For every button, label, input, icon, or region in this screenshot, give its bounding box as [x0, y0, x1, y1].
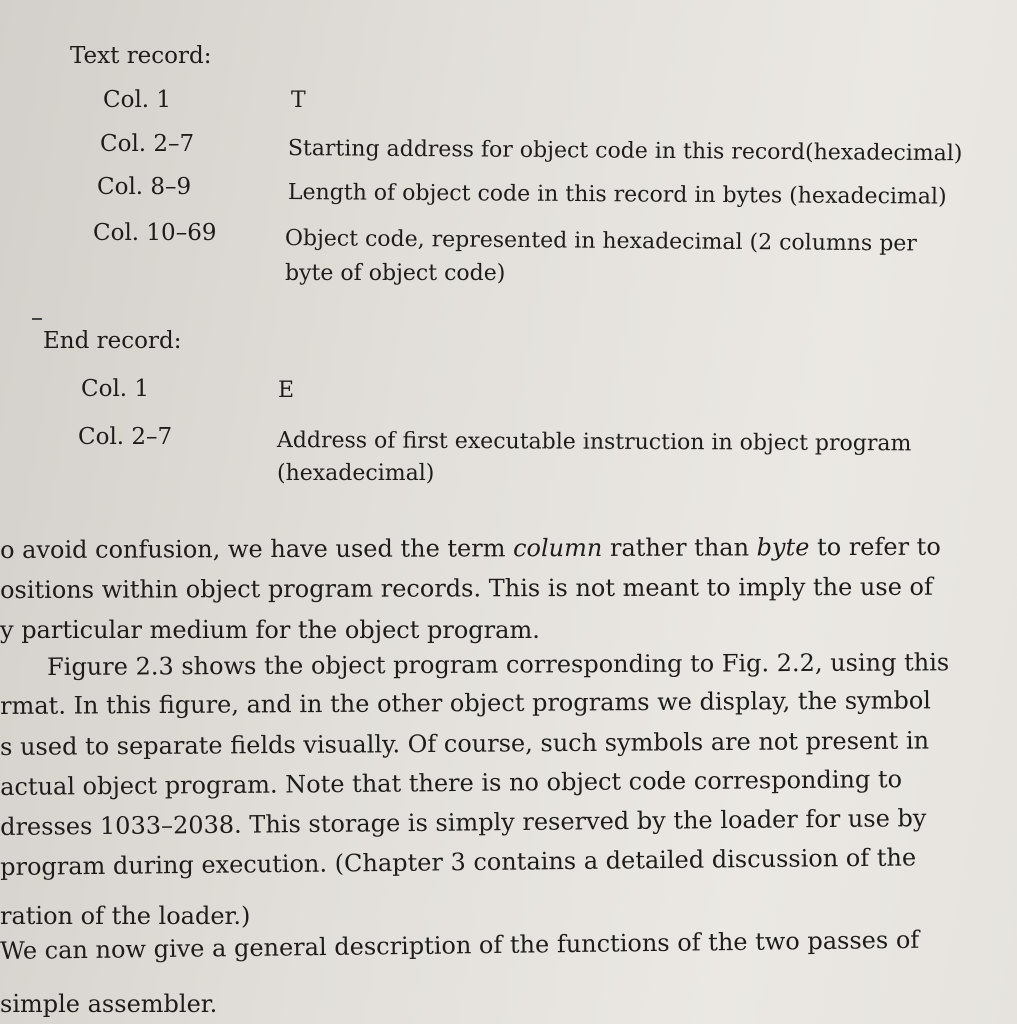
body-p2-line-3: s used to separate fields visually. Of course, such symbols are not present in [0, 726, 930, 761]
end-record-desc-1: E [278, 378, 295, 403]
text-record-col-1: Col. 1 [103, 87, 172, 113]
text-record-col-2: Col. 2–7 [100, 131, 195, 157]
end-record-desc-2-line-1: Address of first executable instruction in object program [276, 428, 912, 457]
body-p3-line-1: We can now give a general description of the functions of the two passes of [0, 925, 920, 965]
text-record-col-3: Col. 8–9 [97, 174, 192, 200]
body-p2-line-7: ration of the loader.) [0, 902, 251, 930]
text-record-desc-1: T [291, 88, 306, 113]
body-p1-text-c: rather than [602, 533, 757, 562]
text-record-col-4: Col. 10–69 [93, 220, 217, 246]
body-p1-text-a: o avoid confusion, we have used the term [0, 534, 514, 564]
body-p1-text-e: to refer to [809, 532, 941, 562]
body-p1-line-2: ositions within object program records. This is not meant to imply the use of [0, 572, 933, 604]
body-p2-line-1: Figure 2.3 shows the object program corresponding to Fig. 2.2, using this [47, 648, 950, 681]
body-p3-line-2: simple assembler. [0, 990, 218, 1018]
end-record-desc-2-line-2: (hexadecimal) [277, 461, 435, 486]
text-record-desc-4-line-1: Object code, represented in hexadecimal (2 columns per [284, 226, 917, 257]
margin-mark [32, 318, 42, 320]
body-p2-line-4: actual object program. Note that there is no object code corresponding to [0, 765, 903, 801]
text-record-desc-4-line-2: byte of object code) [285, 261, 506, 286]
text-record-desc-3: Length of object code in this record in bytes (hexadecimal) [287, 180, 947, 210]
text-record-desc-2: Starting address for object code in this record(hexadecimal) [287, 136, 963, 167]
body-p1-term-column: column [513, 533, 603, 563]
text-record-heading: Text record: [70, 43, 212, 69]
end-record-col-2: Col. 2–7 [78, 424, 173, 450]
body-p2-line-2: rmat. In this figure, and in the other object programs we display, the symbol [0, 686, 932, 720]
body-p2-line-5: dresses 1033–2038. This storage is simply reserved by the loader for use by [0, 804, 927, 841]
end-record-col-1: Col. 1 [81, 376, 150, 402]
end-record-heading: End record: [43, 328, 182, 354]
body-p1-term-byte: byte [756, 533, 810, 562]
body-p1-line-3: y particular medium for the object program. [0, 616, 540, 644]
body-p2-line-6: program during execution. (Chapter 3 contains a detailed discussion of the [0, 843, 917, 881]
body-p1-line-1 [0, 533, 941, 564]
